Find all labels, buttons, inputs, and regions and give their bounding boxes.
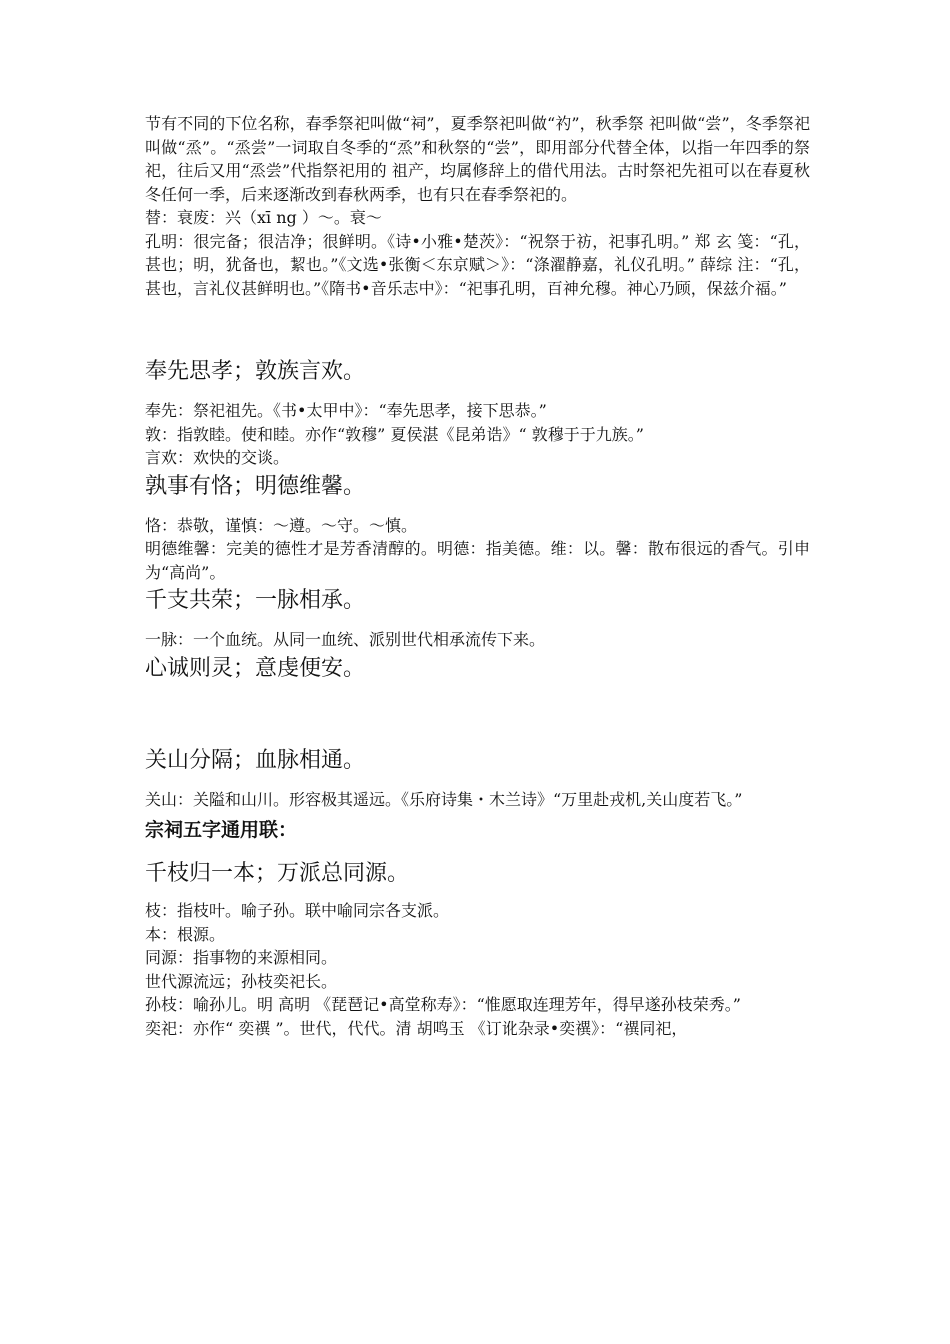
couplet-xincheng: 心诚则灵；意虔便安。 [145, 655, 366, 681]
note-yimai: 一脉：一个血统。从同一血统、派别世代相承流传下来。 [145, 630, 546, 649]
note-fengxian: 奉先：祭祀祖先。《书•太甲中》：“奉先思孝，接下思恭。” [145, 401, 547, 420]
couplet-qianzhi-guiyi: 千枝归一本；万派总同源。 [145, 861, 410, 886]
note-mingde: 明德维馨：完美的德性才是芳香清醇的。明德：指美德。维：以。馨：散布很远的香气。引申为“高尚”。 [145, 539, 810, 582]
note-kongming: 孔明：很完备；很洁净；很鲜明。《诗•小雅•楚茨》：“祝祭于祊，祀事孔明。” 郑 玄 笺：“孔，甚也；明，犹备也，絜也。”《文选•张衡＜东京赋＞》：“涤濯静嘉，礼仪孔明。” 薛综 注：“孔，甚也，言礼仪甚鲜明也。”《隋书•音乐志中》：“祀事孔明，百神允穆。神心乃顾，保兹介福。” [145, 231, 810, 298]
note-tongyuan: 同源：指事物的来源相同。 [145, 948, 338, 967]
couplet-qianzhi: 千支共荣；一脉相承。 [145, 588, 366, 613]
note-yanhuan: 言欢：欢快的交谈。 [145, 448, 290, 467]
couplet-guanshan: 关山分隔；血脉相通。 [145, 747, 366, 773]
couplet-shushi: 孰事有恪；明德维馨。 [145, 473, 366, 499]
note-dun: 敦：指敦睦。使和睦。亦作“敦穆” 夏侯湛《昆弟诰》“ 敦穆于于九族。” [145, 424, 644, 444]
document-page [145, 112, 810, 1040]
note-ke: 恪：恭敬，谨慎：～遵。～守。～慎。 [145, 515, 418, 535]
note-ti: 替：衰废：兴（xī ng ）～。衰～ [145, 208, 382, 227]
note-zhi: 枝：指枝叶。喻子孙。联中喻同宗各支派。 [145, 901, 450, 920]
couplet-fengxian: 奉先思孝；敦族言欢。 [145, 359, 366, 384]
paragraph-sacrifice-names: 节有不同的下位名称，春季祭祀叫做“祠”，夏季祭祀叫做“礿”，秋季祭 祀叫做“尝”，冬季祭祀叫做“烝”。“烝尝”一词取自冬季的“烝”和秋祭的“尝”，即用部分代替全体，以指一年四季的祭祀，往后又用“烝尝”代指祭祀用的 祖产，均属修辞上的借代用法。古时祭祀先祖可以在春夏秋冬任何一季，后来逐渐改到春秋两季，也有只在春季祭祀的。 [145, 114, 810, 204]
note-sunzhi: 孙枝：喻孙儿。明 高明 《琵琶记•高堂称寿》：“惟愿取连理芳年，得早遂孙枝荣秀。” [145, 995, 741, 1014]
section-five-char-couplets: 宗祠五字通用联： [145, 819, 298, 841]
note-guanshan: 关山：关隘和山川。形容极其遥远。《乐府诗集・木兰诗》“万里赴戎机,关山度若飞。” [145, 789, 743, 809]
note-yisi: 奕祀：亦作“ 奕禩 ”。世代，代代。清 胡鸣玉 《订讹杂录•奕禩》：“禩同祀， [145, 1018, 688, 1038]
note-ben: 本：根源。 [145, 924, 226, 944]
couplet-shidai: 世代源流远；孙枝奕祀长。 [145, 971, 338, 991]
